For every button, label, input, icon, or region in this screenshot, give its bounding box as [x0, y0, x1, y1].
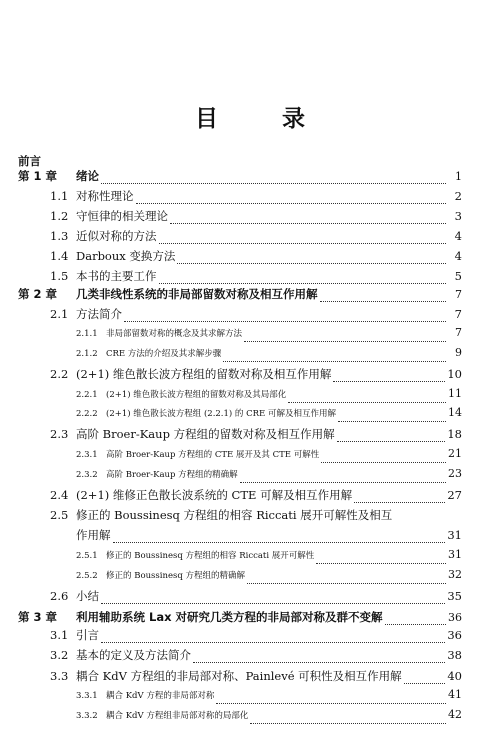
toc-entry-page: 38 — [447, 648, 462, 662]
toc-entry-number: 第 1 章 — [18, 169, 58, 183]
toc-entry-number: 3.3.2 — [76, 711, 98, 721]
toc-entry-page: 31 — [448, 548, 462, 561]
toc-entry-section — [0, 668, 500, 688]
toc-entry-title: 本书的主要工作 — [76, 269, 157, 283]
toc-entry-page: 5 — [454, 269, 462, 283]
toc-entry-page: 14 — [448, 406, 462, 419]
toc-entry-title: 对称性理论 — [76, 189, 134, 203]
dot-leader — [101, 642, 445, 643]
toc-entry-page: 2 — [454, 189, 462, 203]
toc-entry-page: 4 — [454, 229, 462, 243]
toc-entry-number: 2.5.2 — [76, 571, 98, 581]
toc-entry-section — [0, 647, 500, 667]
toc-entry-number: 1.3 — [50, 229, 69, 243]
toc-entry-title: 高阶 Broer-Kaup 方程组的精确解 — [106, 470, 238, 480]
toc-entry-sub — [0, 387, 500, 407]
dot-leader — [113, 542, 446, 543]
toc-entry-title: 非局部留数对称的概念及其求解方法 — [106, 329, 243, 339]
toc-entry-section — [0, 188, 500, 208]
toc-entry-section — [0, 248, 500, 268]
toc-entry-page: 3 — [454, 209, 462, 223]
dot-leader — [159, 243, 447, 244]
toc-entry-sub — [0, 688, 500, 708]
preface-entry: 前言 — [18, 154, 41, 168]
toc-entry-section — [0, 627, 500, 647]
toc-entry-page: 36 — [447, 628, 462, 642]
toc-entry-number: 1.5 — [50, 269, 69, 283]
toc-entry-title: 耦合 KdV 方程组非局部对称的局部化 — [106, 711, 249, 721]
dot-leader — [101, 603, 445, 604]
toc-entry-number: 2.2.1 — [76, 390, 98, 400]
toc-entry-title: (2+1) 维色散长波方程组的留数对称及其局部化 — [106, 390, 287, 400]
toc-entry-number: 2.5 — [50, 508, 69, 522]
toc-entry-title: 守恒律的相关理论 — [76, 209, 168, 223]
toc-entry-number: 1.1 — [50, 189, 69, 203]
toc-entry-page: 7 — [455, 288, 462, 301]
dot-leader — [124, 321, 446, 322]
dot-leader — [320, 301, 447, 302]
toc-entry-number: 2.5.1 — [76, 551, 98, 561]
toc-entry-page: 36 — [448, 611, 462, 624]
toc-entry-chapter — [0, 609, 500, 629]
dot-leader — [404, 683, 446, 684]
toc-entry-number: 2.1.1 — [76, 329, 98, 339]
toc-entry-title: 耦合 KdV 方程的非局部对称 — [106, 691, 215, 701]
toc-entry-title: CRE 方法的介绍及其求解步骤 — [106, 349, 222, 359]
toc-entry-number: 2.3.1 — [76, 450, 98, 460]
toc-entry-sub — [0, 467, 500, 487]
toc-entry-title: 近似对称的方法 — [76, 229, 157, 243]
toc-entry-sub — [0, 568, 500, 588]
dot-leader — [288, 402, 446, 403]
dot-leader — [321, 462, 446, 463]
toc-entry-title: 小结 — [76, 589, 99, 603]
toc-entry-title: 几类非线性系统的非局部留数对称及相互作用解 — [76, 287, 318, 301]
toc-entry-number: 第 2 章 — [18, 287, 58, 301]
toc-entry-number: 2.3.2 — [76, 470, 98, 480]
toc-entry-cont — [0, 527, 500, 547]
toc-entry-sub — [0, 447, 500, 467]
toc-entry-page: 9 — [455, 346, 462, 359]
toc-entry-number: 3.2 — [50, 648, 69, 662]
toc-entry-number: 2.1.2 — [76, 349, 98, 359]
dot-leader — [337, 441, 446, 442]
dot-leader — [240, 482, 446, 483]
dot-leader — [193, 662, 445, 663]
dot-leader — [101, 183, 446, 184]
toc-entry-title: 修正的 Boussinesq 方程组的相容 Riccati 展开可解性 — [106, 551, 315, 561]
dot-leader — [247, 583, 446, 584]
toc-entry-section — [0, 366, 500, 386]
dot-leader — [216, 703, 446, 704]
toc-entry-section — [0, 306, 500, 326]
toc-entry-sub — [0, 548, 500, 568]
toc-entry-title: 高阶 Broer-Kaup 方程组的留数对称及相互作用解 — [76, 427, 335, 441]
dot-leader — [177, 263, 446, 264]
toc-entry-sub — [0, 708, 500, 728]
toc-entry-title: 利用辅助系统 Lax 对研究几类方程的非局部对称及群不变解 — [76, 610, 383, 624]
toc-entry-section — [0, 507, 500, 527]
dot-leader — [316, 563, 446, 564]
toc-entry-number: 2.1 — [50, 307, 69, 321]
toc-entry-number: 3.3.1 — [76, 691, 98, 701]
toc-entry-title: 耦合 KdV 方程组的非局部对称、Painlevé 可积性及相互作用解 — [76, 669, 402, 683]
toc-entry-page: 7 — [455, 326, 462, 339]
toc-entry-title: Darboux 变换方法 — [76, 249, 176, 263]
toc-entry-title: 作用解 — [76, 528, 111, 542]
toc-entry-number: 3.1 — [50, 628, 69, 642]
page-title: 目 录 — [194, 106, 333, 132]
toc-entry-section — [0, 588, 500, 608]
toc-entry-number: 2.4 — [50, 488, 69, 502]
toc-entry-number: 2.6 — [50, 589, 69, 603]
toc-entry-page: 27 — [447, 488, 462, 502]
toc-entry-sub — [0, 346, 500, 366]
toc-entry-title: (2+1) 维色散长波方程组 (2.2.1) 的 CRE 可解及相互作用解 — [106, 409, 336, 419]
toc-entry-title: 绪论 — [76, 169, 99, 183]
toc-entry-section — [0, 426, 500, 446]
toc-entry-number: 2.2 — [50, 367, 69, 381]
toc-entry-sub — [0, 406, 500, 426]
dot-leader — [223, 361, 446, 362]
toc-entry-number: 3.3 — [50, 669, 69, 683]
toc-entry-page: 11 — [448, 387, 462, 400]
toc-entry-title: 方法简介 — [76, 307, 122, 321]
toc-entry-title: 引言 — [76, 628, 99, 642]
toc-entry-page: 42 — [448, 708, 462, 721]
toc-entry-page: 32 — [448, 568, 462, 581]
toc-entry-number: 1.4 — [50, 249, 69, 263]
toc-entry-title: (2+1) 维修正色散长波系统的 CTE 可解及相互作用解 — [76, 488, 353, 502]
dot-leader — [354, 502, 445, 503]
toc-entry-page: 31 — [447, 528, 462, 542]
toc-entry-title: 修正的 Boussinesq 方程组的精确解 — [106, 571, 245, 581]
toc-entry-section — [0, 228, 500, 248]
toc-entry-section — [0, 268, 500, 288]
toc-entry-page: 23 — [448, 467, 462, 480]
dot-leader — [136, 203, 447, 204]
dot-leader — [250, 723, 446, 724]
toc-entry-page: 40 — [447, 669, 462, 683]
toc-entry-title: 基本的定义及方法简介 — [76, 648, 191, 662]
dot-leader — [385, 624, 446, 625]
toc-entry-section — [0, 487, 500, 507]
toc-entry-title: 高阶 Broer-Kaup 方程组的 CTE 展开及其 CTE 可解性 — [106, 450, 320, 460]
toc-entry-title: (2+1) 维色散长波方程组的留数对称及相互作用解 — [76, 367, 332, 381]
toc-entry-page: 35 — [447, 589, 462, 603]
toc-entry-page: 7 — [454, 307, 462, 321]
dot-leader — [338, 421, 446, 422]
toc-entry-page: 1 — [455, 170, 462, 183]
toc-entry-chapter — [0, 286, 500, 306]
dot-leader — [244, 341, 446, 342]
toc-entry-chapter — [0, 168, 500, 188]
dot-leader — [159, 283, 447, 284]
toc-entry-page: 18 — [447, 427, 462, 441]
toc-entry-title: 修正的 Boussinesq 方程组的相容 Riccati 展开可解性及相互 — [76, 508, 393, 522]
toc-entry-number: 1.2 — [50, 209, 69, 223]
toc-entry-page: 4 — [454, 249, 462, 263]
toc-entry-sub — [0, 326, 500, 346]
toc-entry-page: 21 — [448, 447, 462, 460]
toc-entry-section — [0, 208, 500, 228]
dot-leader — [170, 223, 446, 224]
dot-leader — [333, 381, 445, 382]
toc-entry-page: 41 — [448, 688, 462, 701]
toc-entry-page: 10 — [447, 367, 462, 381]
toc-entry-number: 第 3 章 — [18, 610, 58, 624]
toc-entry-number: 2.3 — [50, 427, 69, 441]
toc-entry-number: 2.2.2 — [76, 409, 98, 419]
